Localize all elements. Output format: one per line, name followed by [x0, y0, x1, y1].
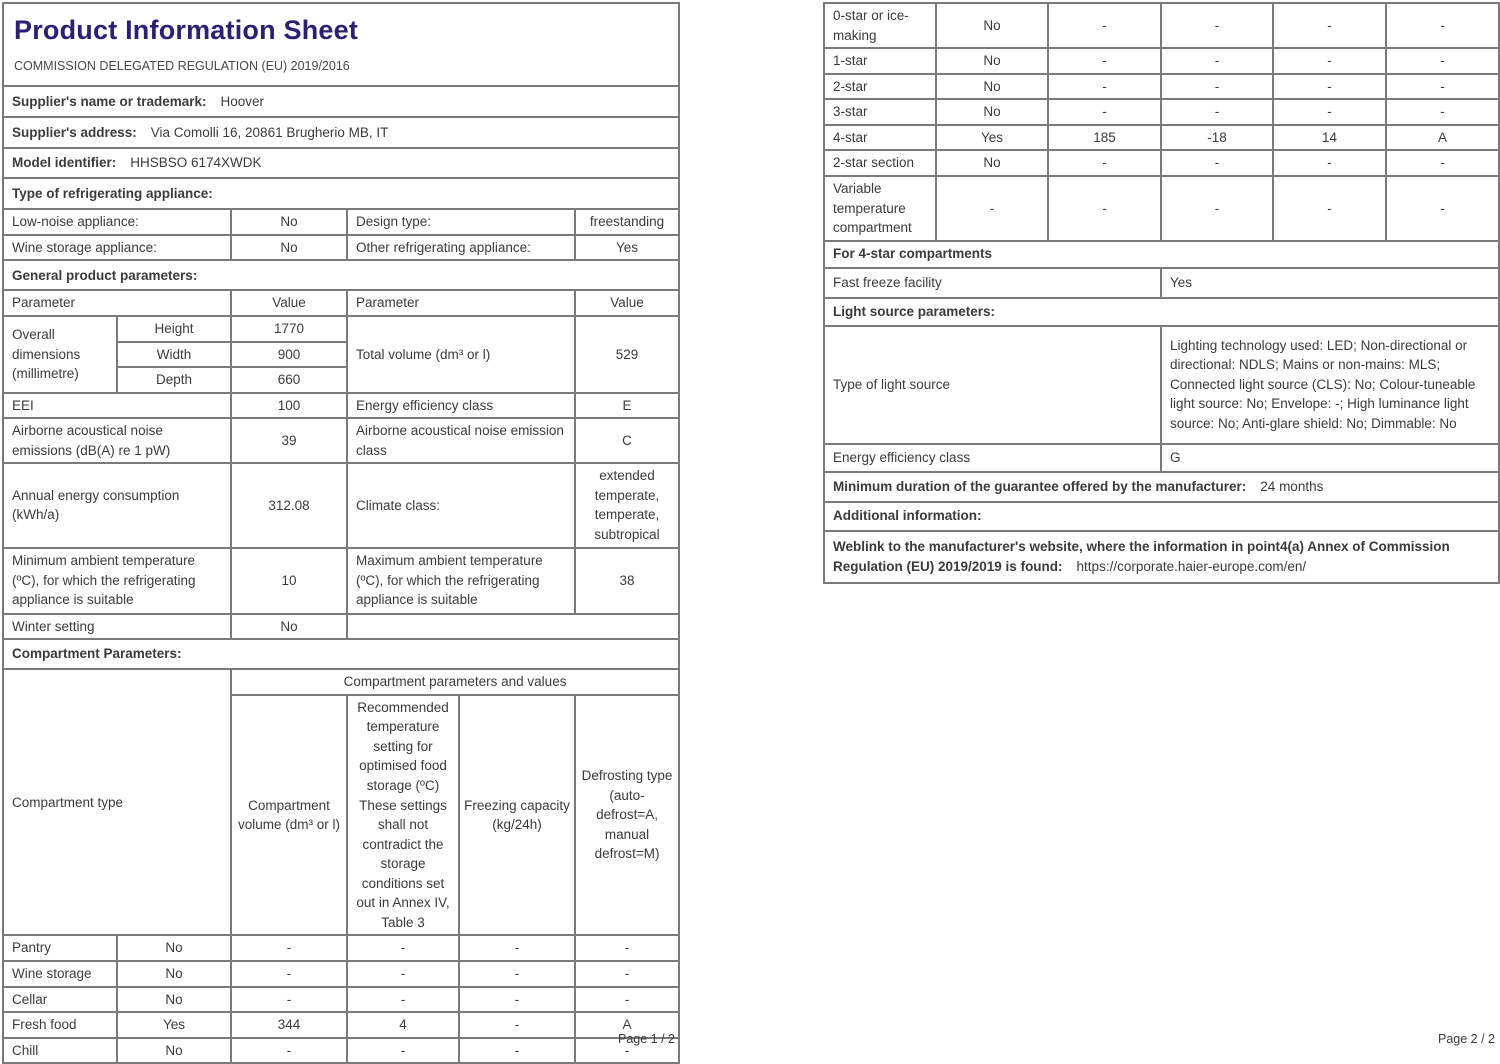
- max-temp-label: Maximum ambient temperature (ºC), for which the refrigerating appliance is suitable: [347, 548, 575, 614]
- page-1-table: [2, 2, 680, 1064]
- star-freezing: -: [1273, 176, 1386, 241]
- light-type-label: Type of light source: [824, 326, 1161, 444]
- fast-freeze-row: [824, 268, 1499, 298]
- compartment-temp: -: [347, 987, 459, 1013]
- star-temp: -: [1161, 48, 1273, 74]
- compartment-temp: -: [347, 961, 459, 987]
- star-temp: -18: [1161, 125, 1273, 151]
- star-freezing: -: [1273, 74, 1386, 100]
- star-name: 2-star section: [824, 150, 936, 176]
- star-row: [824, 99, 1499, 125]
- other-appliance-value: Yes: [575, 235, 679, 261]
- model-row: [3, 148, 679, 178]
- compartment-volume: -: [231, 987, 347, 1013]
- compartment-volume-header: Compartment volume (dm³ or l): [231, 695, 347, 936]
- compartment-freezing: -: [459, 1038, 575, 1064]
- star-row: [824, 48, 1499, 74]
- compartment-defrost: A: [575, 1012, 679, 1038]
- star-row: [824, 3, 1499, 48]
- weblink-label: Weblink to the manufacturer's website, where the information in point4(a) Annex of Commission Regulation (EU) 2019/2019 is found:: [833, 539, 1450, 574]
- compartment-volume: -: [231, 935, 347, 961]
- width-label: Width: [117, 342, 231, 368]
- compartment-name: Wine storage: [3, 961, 117, 987]
- total-volume-value: 529: [575, 316, 679, 393]
- compartment-defrost: -: [575, 961, 679, 987]
- star-name: 1-star: [824, 48, 936, 74]
- star-volume: -: [1048, 3, 1161, 48]
- star-defrost: A: [1386, 125, 1499, 151]
- additional-info-row: [824, 502, 1499, 531]
- param-header-row: [3, 290, 679, 316]
- page-1: [2, 2, 678, 1064]
- winter-empty-cell: [347, 614, 679, 640]
- compartment-temp-header: Recommended temperature setting for optimised food storage (ºC) These settings shall not contradict the storage conditions set out in Annex IV, Table 3: [347, 695, 459, 936]
- supplier-name-label: Supplier's name or trademark:: [12, 93, 207, 109]
- compartment-defrost-header: Defrosting type (auto-defrost=A, manual defrost=M): [575, 695, 679, 936]
- winter-label: Winter setting: [3, 614, 231, 640]
- depth-value: 660: [231, 367, 347, 393]
- design-type-label: Design type:: [347, 209, 575, 235]
- page-2: [823, 2, 1498, 584]
- min-temp-label: Minimum ambient temperature (ºC), for which the refrigerating appliance is suitable: [3, 548, 231, 614]
- noise-row: [3, 418, 679, 463]
- compartment-section-row: [3, 639, 679, 669]
- fast-freeze-label: Fast freeze facility: [824, 268, 1161, 298]
- model-value: HHSBSO 6174XWDK: [130, 155, 262, 171]
- compartment-temp: 4: [347, 1012, 459, 1038]
- supplier-address-row: [3, 117, 679, 148]
- page-1-number: Page 1 / 2: [618, 1032, 675, 1046]
- page-title: Product Information Sheet: [14, 15, 359, 45]
- star-freezing: -: [1273, 3, 1386, 48]
- star-defrost: -: [1386, 3, 1499, 48]
- energy-row: [3, 463, 679, 547]
- star-defrost: -: [1386, 99, 1499, 125]
- ambient-temp-row: [3, 548, 679, 614]
- compartment-group-header: Compartment parameters and values: [231, 669, 679, 695]
- height-label: Height: [117, 316, 231, 342]
- compartment-temp: -: [347, 1038, 459, 1064]
- compartment-volume: -: [231, 1038, 347, 1064]
- star-present: No: [936, 48, 1048, 74]
- star-name: 0-star or ice-making: [824, 3, 936, 48]
- guarantee-row: [824, 472, 1499, 502]
- supplier-address-label: Supplier's address:: [12, 124, 137, 140]
- star-temp: -: [1161, 74, 1273, 100]
- guarantee-value: 24 months: [1260, 478, 1324, 494]
- height-value: 1770: [231, 316, 347, 342]
- compartment-present: No: [117, 1038, 231, 1064]
- climate-label: Climate class:: [347, 463, 575, 547]
- compartment-row: [3, 935, 679, 961]
- compartment-present: Yes: [117, 1012, 231, 1038]
- page-subtitle: COMMISSION DELEGATED REGULATION (EU) 2019/2016: [14, 59, 350, 74]
- star-freezing: -: [1273, 150, 1386, 176]
- value-header-2: Value: [575, 290, 679, 316]
- page-2-table: [823, 2, 1500, 584]
- star-row: [824, 74, 1499, 100]
- compartment-name: Fresh food: [3, 1012, 117, 1038]
- title-row: [3, 3, 679, 86]
- star-volume: -: [1048, 48, 1161, 74]
- star-temp: -: [1161, 99, 1273, 125]
- winter-setting-row: [3, 614, 679, 640]
- star-defrost: -: [1386, 150, 1499, 176]
- compartment-volume: -: [231, 961, 347, 987]
- compartment-section-title: Compartment Parameters:: [3, 639, 679, 669]
- star-defrost: -: [1386, 48, 1499, 74]
- compartment-present: No: [117, 935, 231, 961]
- noise-value: 39: [231, 418, 347, 463]
- star-temp: -: [1161, 150, 1273, 176]
- star-freezing: -: [1273, 48, 1386, 74]
- fast-freeze-value: Yes: [1161, 268, 1499, 298]
- compartment-name: Chill: [3, 1038, 117, 1064]
- compartment-name: Cellar: [3, 987, 117, 1013]
- eei-label: EEI: [3, 393, 231, 419]
- compartment-freezing-header: Freezing capacity (kg/24h): [459, 695, 575, 936]
- four-star-section-title: For 4-star compartments: [824, 241, 1499, 268]
- star-temp: -: [1161, 3, 1273, 48]
- wine-storage-value: No: [231, 235, 347, 261]
- eei-row: [3, 393, 679, 419]
- max-temp-value: 38: [575, 548, 679, 614]
- weblink-url[interactable]: https://corporate.haier-europe.com/en/: [1076, 558, 1307, 574]
- compartment-freezing: -: [459, 1012, 575, 1038]
- additional-info-title: Additional information:: [824, 502, 1499, 531]
- eec-label: Energy efficiency class: [347, 393, 575, 419]
- compartment-defrost: -: [575, 1038, 679, 1064]
- star-freezing: -: [1273, 99, 1386, 125]
- general-section-row: [3, 260, 679, 290]
- value-header-1: Value: [231, 290, 347, 316]
- climate-value: extended temperate, temperate, subtropical: [575, 463, 679, 547]
- star-present: Yes: [936, 125, 1048, 151]
- low-noise-value: No: [231, 209, 347, 235]
- light-type-value: Lighting technology used: LED; Non-directional or directional: NDLS; Mains or non-mains: MLS; Connected light source (CLS): No; Colour-tuneable light source: No; Envelope: -; High luminance light source: No; Anti-glare shield: No; Dimmable: No: [1161, 326, 1499, 444]
- supplier-name-row: [3, 86, 679, 117]
- star-row: [824, 150, 1499, 176]
- light-type-row: [824, 326, 1499, 444]
- type-section-title: Type of refrigerating appliance:: [3, 178, 679, 209]
- total-volume-label: Total volume (dm³ or l): [347, 316, 575, 393]
- wine-storage-row: [3, 235, 679, 261]
- compartment-volume: 344: [231, 1012, 347, 1038]
- supplier-address-value: Via Comolli 16, 20861 Brugherio MB, IT: [150, 124, 389, 140]
- param-header-1: Parameter: [3, 290, 231, 316]
- star-present: No: [936, 74, 1048, 100]
- light-section-row: [824, 298, 1499, 326]
- model-label: Model identifier:: [12, 155, 117, 171]
- star-temp: -: [1161, 176, 1273, 241]
- compartment-freezing: -: [459, 987, 575, 1013]
- star-name: 3-star: [824, 99, 936, 125]
- dimension-height-row: [3, 316, 679, 342]
- star-rows: [824, 3, 1499, 241]
- dimensions-label: Overall dimensions (millimetre): [3, 316, 117, 393]
- compartment-freezing: -: [459, 935, 575, 961]
- noise-label: Airborne acoustical noise emissions (dB(A) re 1 pW): [3, 418, 231, 463]
- eei-value: 100: [231, 393, 347, 419]
- star-volume: 185: [1048, 125, 1161, 151]
- compartment-type-header: Compartment type: [3, 669, 231, 935]
- light-eec-value: G: [1161, 444, 1499, 472]
- param-header-2: Parameter: [347, 290, 575, 316]
- compartment-defrost: -: [575, 935, 679, 961]
- star-name: 4-star: [824, 125, 936, 151]
- compartment-defrost: -: [575, 987, 679, 1013]
- compartment-name: Pantry: [3, 935, 117, 961]
- eec-value: E: [575, 393, 679, 419]
- light-eec-label: Energy efficiency class: [824, 444, 1161, 472]
- star-name: Variable temperature compartment: [824, 176, 936, 241]
- type-section-row: [3, 178, 679, 209]
- design-type-value: freestanding: [575, 209, 679, 235]
- winter-value: No: [231, 614, 347, 640]
- star-volume: -: [1048, 176, 1161, 241]
- star-name: 2-star: [824, 74, 936, 100]
- four-star-section-row: [824, 241, 1499, 268]
- guarantee-label: Minimum duration of the guarantee offered by the manufacturer:: [833, 478, 1247, 494]
- compartment-group-header-row: [3, 669, 679, 695]
- compartment-present: No: [117, 961, 231, 987]
- low-noise-label: Low-noise appliance:: [3, 209, 231, 235]
- star-present: No: [936, 150, 1048, 176]
- star-defrost: -: [1386, 74, 1499, 100]
- depth-label: Depth: [117, 367, 231, 393]
- star-defrost: -: [1386, 176, 1499, 241]
- width-value: 900: [231, 342, 347, 368]
- compartment-present: No: [117, 987, 231, 1013]
- page-2-number: Page 2 / 2: [1438, 1032, 1495, 1046]
- star-present: No: [936, 3, 1048, 48]
- star-volume: -: [1048, 99, 1161, 125]
- star-present: -: [936, 176, 1048, 241]
- min-temp-value: 10: [231, 548, 347, 614]
- star-volume: -: [1048, 74, 1161, 100]
- low-noise-row: [3, 209, 679, 235]
- star-row: [824, 125, 1499, 151]
- wine-storage-label: Wine storage appliance:: [3, 235, 231, 261]
- general-section-title: General product parameters:: [3, 260, 679, 290]
- compartment-row: [3, 987, 679, 1013]
- noise-class-value: C: [575, 418, 679, 463]
- light-eec-row: [824, 444, 1499, 472]
- star-row: [824, 176, 1499, 241]
- supplier-name-value: Hoover: [220, 93, 265, 109]
- other-appliance-label: Other refrigerating appliance:: [347, 235, 575, 261]
- light-section-title: Light source parameters:: [824, 298, 1499, 326]
- energy-label: Annual energy consumption (kWh/a): [3, 463, 231, 547]
- energy-value: 312.08: [231, 463, 347, 547]
- compartment-row: [3, 961, 679, 987]
- weblink-row: [824, 531, 1499, 583]
- compartment-temp: -: [347, 935, 459, 961]
- star-volume: -: [1048, 150, 1161, 176]
- star-present: No: [936, 99, 1048, 125]
- noise-class-label: Airborne acoustical noise emission class: [347, 418, 575, 463]
- compartment-freezing: -: [459, 961, 575, 987]
- star-freezing: 14: [1273, 125, 1386, 151]
